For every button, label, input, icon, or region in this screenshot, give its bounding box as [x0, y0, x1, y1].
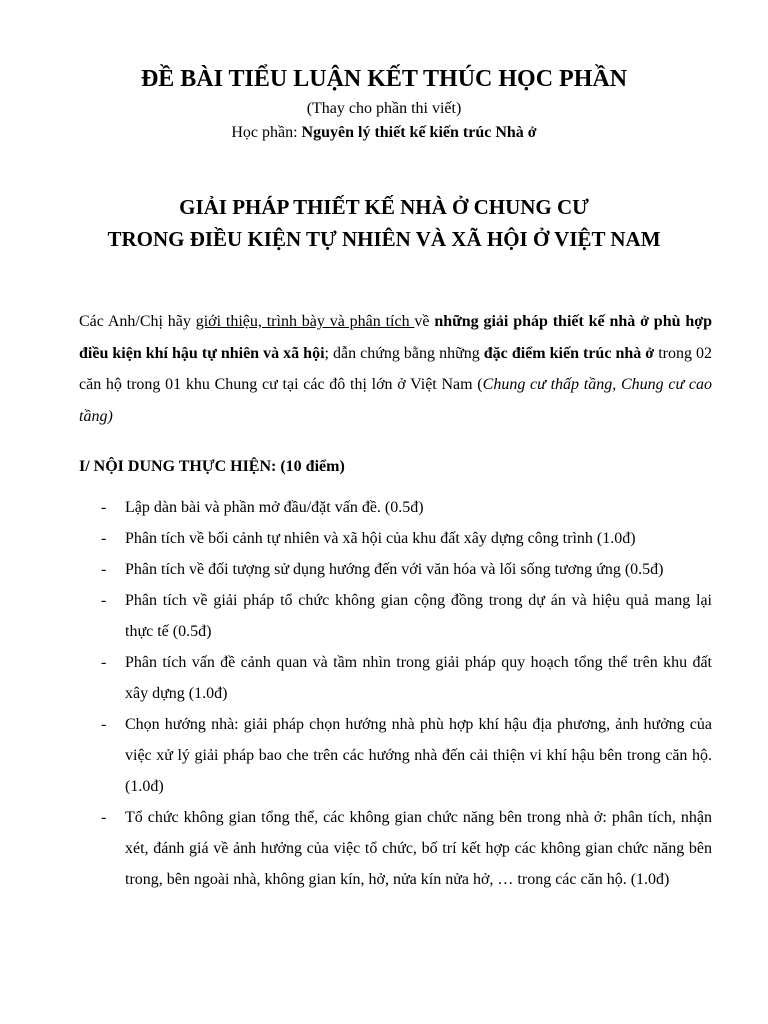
bullet-dash: - [101, 809, 107, 826]
bullet-dash: - [101, 592, 107, 609]
intro-text-2: về [414, 313, 435, 330]
intro-text-1: Các Anh/Chị hãy [79, 313, 196, 330]
list-item-text: Phân tích về bối cảnh tự nhiên và xã hội của khu đất xây dựng công trình (1.0đ) [125, 530, 636, 547]
essay-topic [0, 191, 768, 255]
list-item-text: Chọn hướng nhà: giải pháp chọn hướng nhà phù hợp khí hậu địa phương, ảnh hưởng của việc xử lý giải pháp bao che trên các hướng nhà đến cải thiện vi khí hậu bên trong căn hộ. (1.0đ) [125, 716, 712, 795]
list-item-text: Phân tích về đối tượng sử dụng hướng đến với văn hóa và lối sống tương ứng (0.5đ) [125, 561, 664, 578]
list-item [79, 492, 712, 523]
list-item [79, 523, 712, 554]
task-list [79, 492, 712, 895]
list-item [79, 709, 712, 802]
bullet-dash: - [101, 654, 107, 671]
document-subtitle: (Thay cho phần thi viết) [306, 100, 462, 117]
list-item-text: Lập dàn bài và phần mở đầu/đặt vấn đề. (0.5đ) [125, 499, 424, 516]
document-title: ĐỀ BÀI TIỂU LUẬN KẾT THÚC HỌC PHẦN [140, 66, 628, 92]
list-item-text: Phân tích về giải pháp tổ chức không gian cộng đồng trong dự án và hiệu quả mang lại thực tế (0.5đ) [125, 592, 712, 640]
intro-bold-text-2: đặc điểm kiến trúc nhà ở [483, 344, 655, 362]
list-item-text: Tổ chức không gian tổng thể, các không gian chức năng bên trong nhà ở: phân tích, nhận xét, đánh giá về ảnh hưởng của việc tổ chức, bố trí kết hợp các không gian chức năng bên trong, bên ngoài nhà, không gian kín, hở, nửa kín nửa hở, … trong các căn hộ. (1.0đ) [125, 809, 712, 888]
list-item [79, 585, 712, 647]
list-item [79, 647, 712, 709]
intro-text-3: ; dẫn chứng bằng những [324, 344, 484, 362]
bullet-dash: - [101, 716, 107, 733]
bullet-dash: - [101, 530, 107, 547]
topic-line-1: GIẢI PHÁP THIẾT KẾ NHÀ Ở CHUNG CƯ [179, 195, 589, 219]
intro-paragraph [79, 306, 712, 432]
course-name: Nguyên lý thiết kế kiến trúc Nhà ở [301, 124, 537, 141]
section-heading: I/ NỘI DUNG THỰC HIỆN: (10 điểm) [79, 458, 345, 475]
list-item-text: Phân tích vấn đề cảnh quan và tầm nhìn trong giải pháp quy hoạch tổng thể trên khu đất xây dựng (1.0đ) [125, 654, 712, 702]
list-item [79, 802, 712, 895]
bullet-dash: - [101, 561, 107, 578]
intro-bold-text-1: những giải pháp thiết kế nhà ở phù hợp điều kiện khí hậu tự nhiên và xã hội [79, 313, 712, 362]
list-item [79, 554, 712, 585]
intro-underlined-text: giới thiệu, trình bày và phân tích [195, 313, 415, 330]
bullet-dash: - [101, 499, 107, 516]
topic-line-2: TRONG ĐIỀU KIỆN TỰ NHIÊN VÀ XÃ HỘI Ở VIỆT NAM [107, 227, 661, 251]
course-line [0, 122, 768, 144]
intro-text-4: trong 02 căn hộ trong 01 khu Chung cư tại các đô thị lớn ở Việt Nam ( [79, 344, 712, 393]
intro-italic-text: Chung cư thấp tầng, Chung cư cao tầng) [79, 376, 713, 425]
course-label: Học phần: [231, 124, 302, 141]
